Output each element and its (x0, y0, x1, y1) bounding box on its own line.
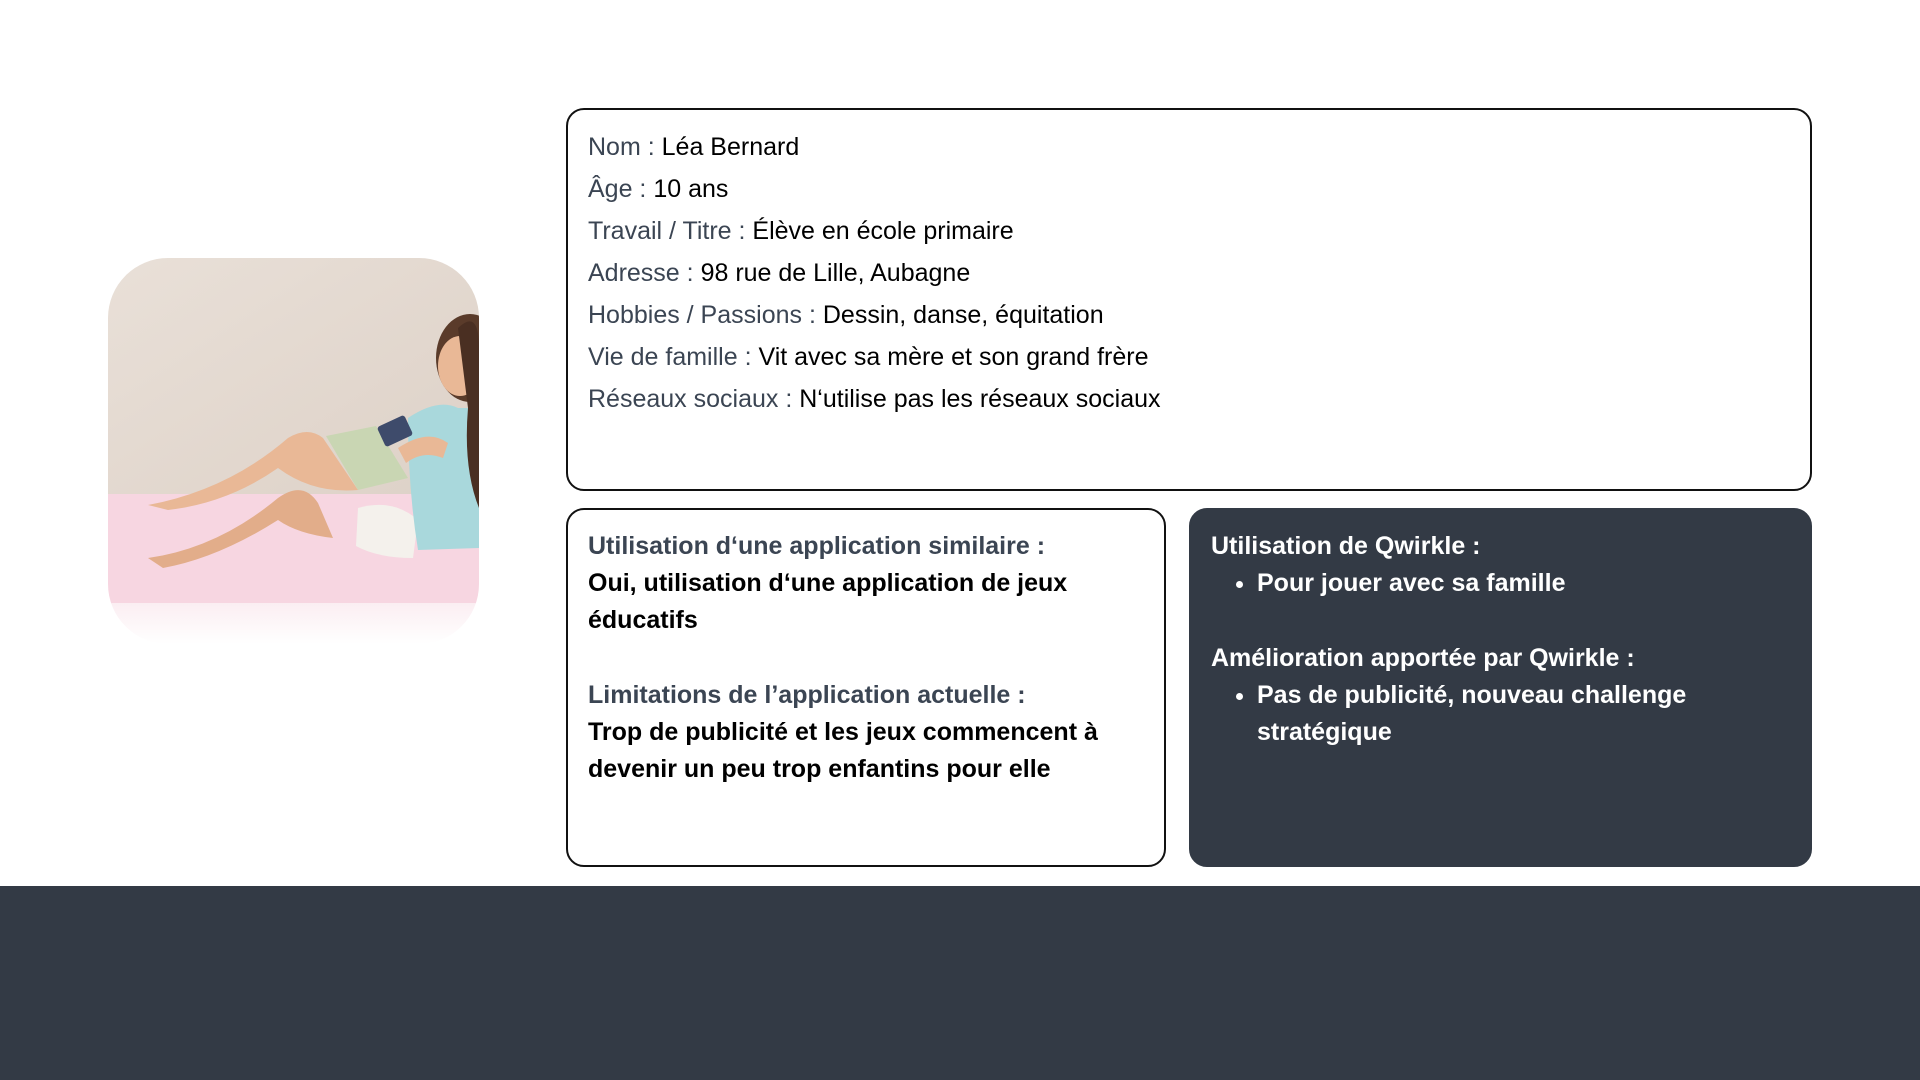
family-value: Vit avec sa mère et son grand frère (758, 343, 1149, 371)
hobbies-value: Dessin, danse, équitation (822, 301, 1104, 329)
job-value: Élève en école primaire (752, 217, 1014, 245)
qwirkle-usage-list (1211, 565, 1790, 602)
age-value: 10 ans (653, 175, 729, 203)
name-label: Nom : (588, 133, 655, 161)
address-value: 98 rue de Lille, Aubagne (700, 259, 971, 287)
limitations-title: Limitations de l’application actuelle : (588, 681, 1026, 709)
age-row (588, 168, 1790, 210)
qwirkle-card (1189, 508, 1812, 867)
name-value: Léa Bernard (661, 133, 800, 161)
family-label: Vie de famille : (588, 343, 752, 371)
qwirkle-improvement-title: Amélioration apportée par Qwirkle : (1211, 644, 1635, 672)
girl-with-tablet-photo (108, 258, 479, 644)
list-item: • Pour jouer avec sa famille (1257, 565, 1790, 602)
social-row (588, 378, 1790, 420)
limitations-text: Trop de publicité et les jeux commencent à devenir un peu trop enfantins pour elle (588, 718, 1098, 783)
similar-app-text: Oui, utilisation d‘une application de jeux éducatifs (588, 569, 1068, 634)
hobbies-row (588, 294, 1790, 336)
qwirkle-usage-title: Utilisation de Qwirkle : (1211, 532, 1481, 560)
persona-photo (108, 258, 479, 644)
address-row (588, 252, 1790, 294)
social-value: N‘utilise pas les réseaux sociaux (799, 385, 1161, 413)
name-row (588, 126, 1790, 168)
address-label: Adresse : (588, 259, 694, 287)
hobbies-label: Hobbies / Passions : (588, 301, 816, 329)
similar-app-title: Utilisation d‘une application similaire : (588, 532, 1046, 560)
usage-card (566, 508, 1166, 867)
social-label: Réseaux sociaux : (588, 385, 793, 413)
footer-band (0, 886, 1920, 1080)
list-item: • Pas de publicité, nouveau challenge stratégique (1257, 677, 1790, 751)
identity-card (566, 108, 1812, 491)
qwirkle-improvement-list (1211, 677, 1790, 751)
job-row (588, 210, 1790, 252)
family-row (588, 336, 1790, 378)
age-label: Âge : (588, 175, 647, 203)
job-label: Travail / Titre : (588, 217, 746, 245)
